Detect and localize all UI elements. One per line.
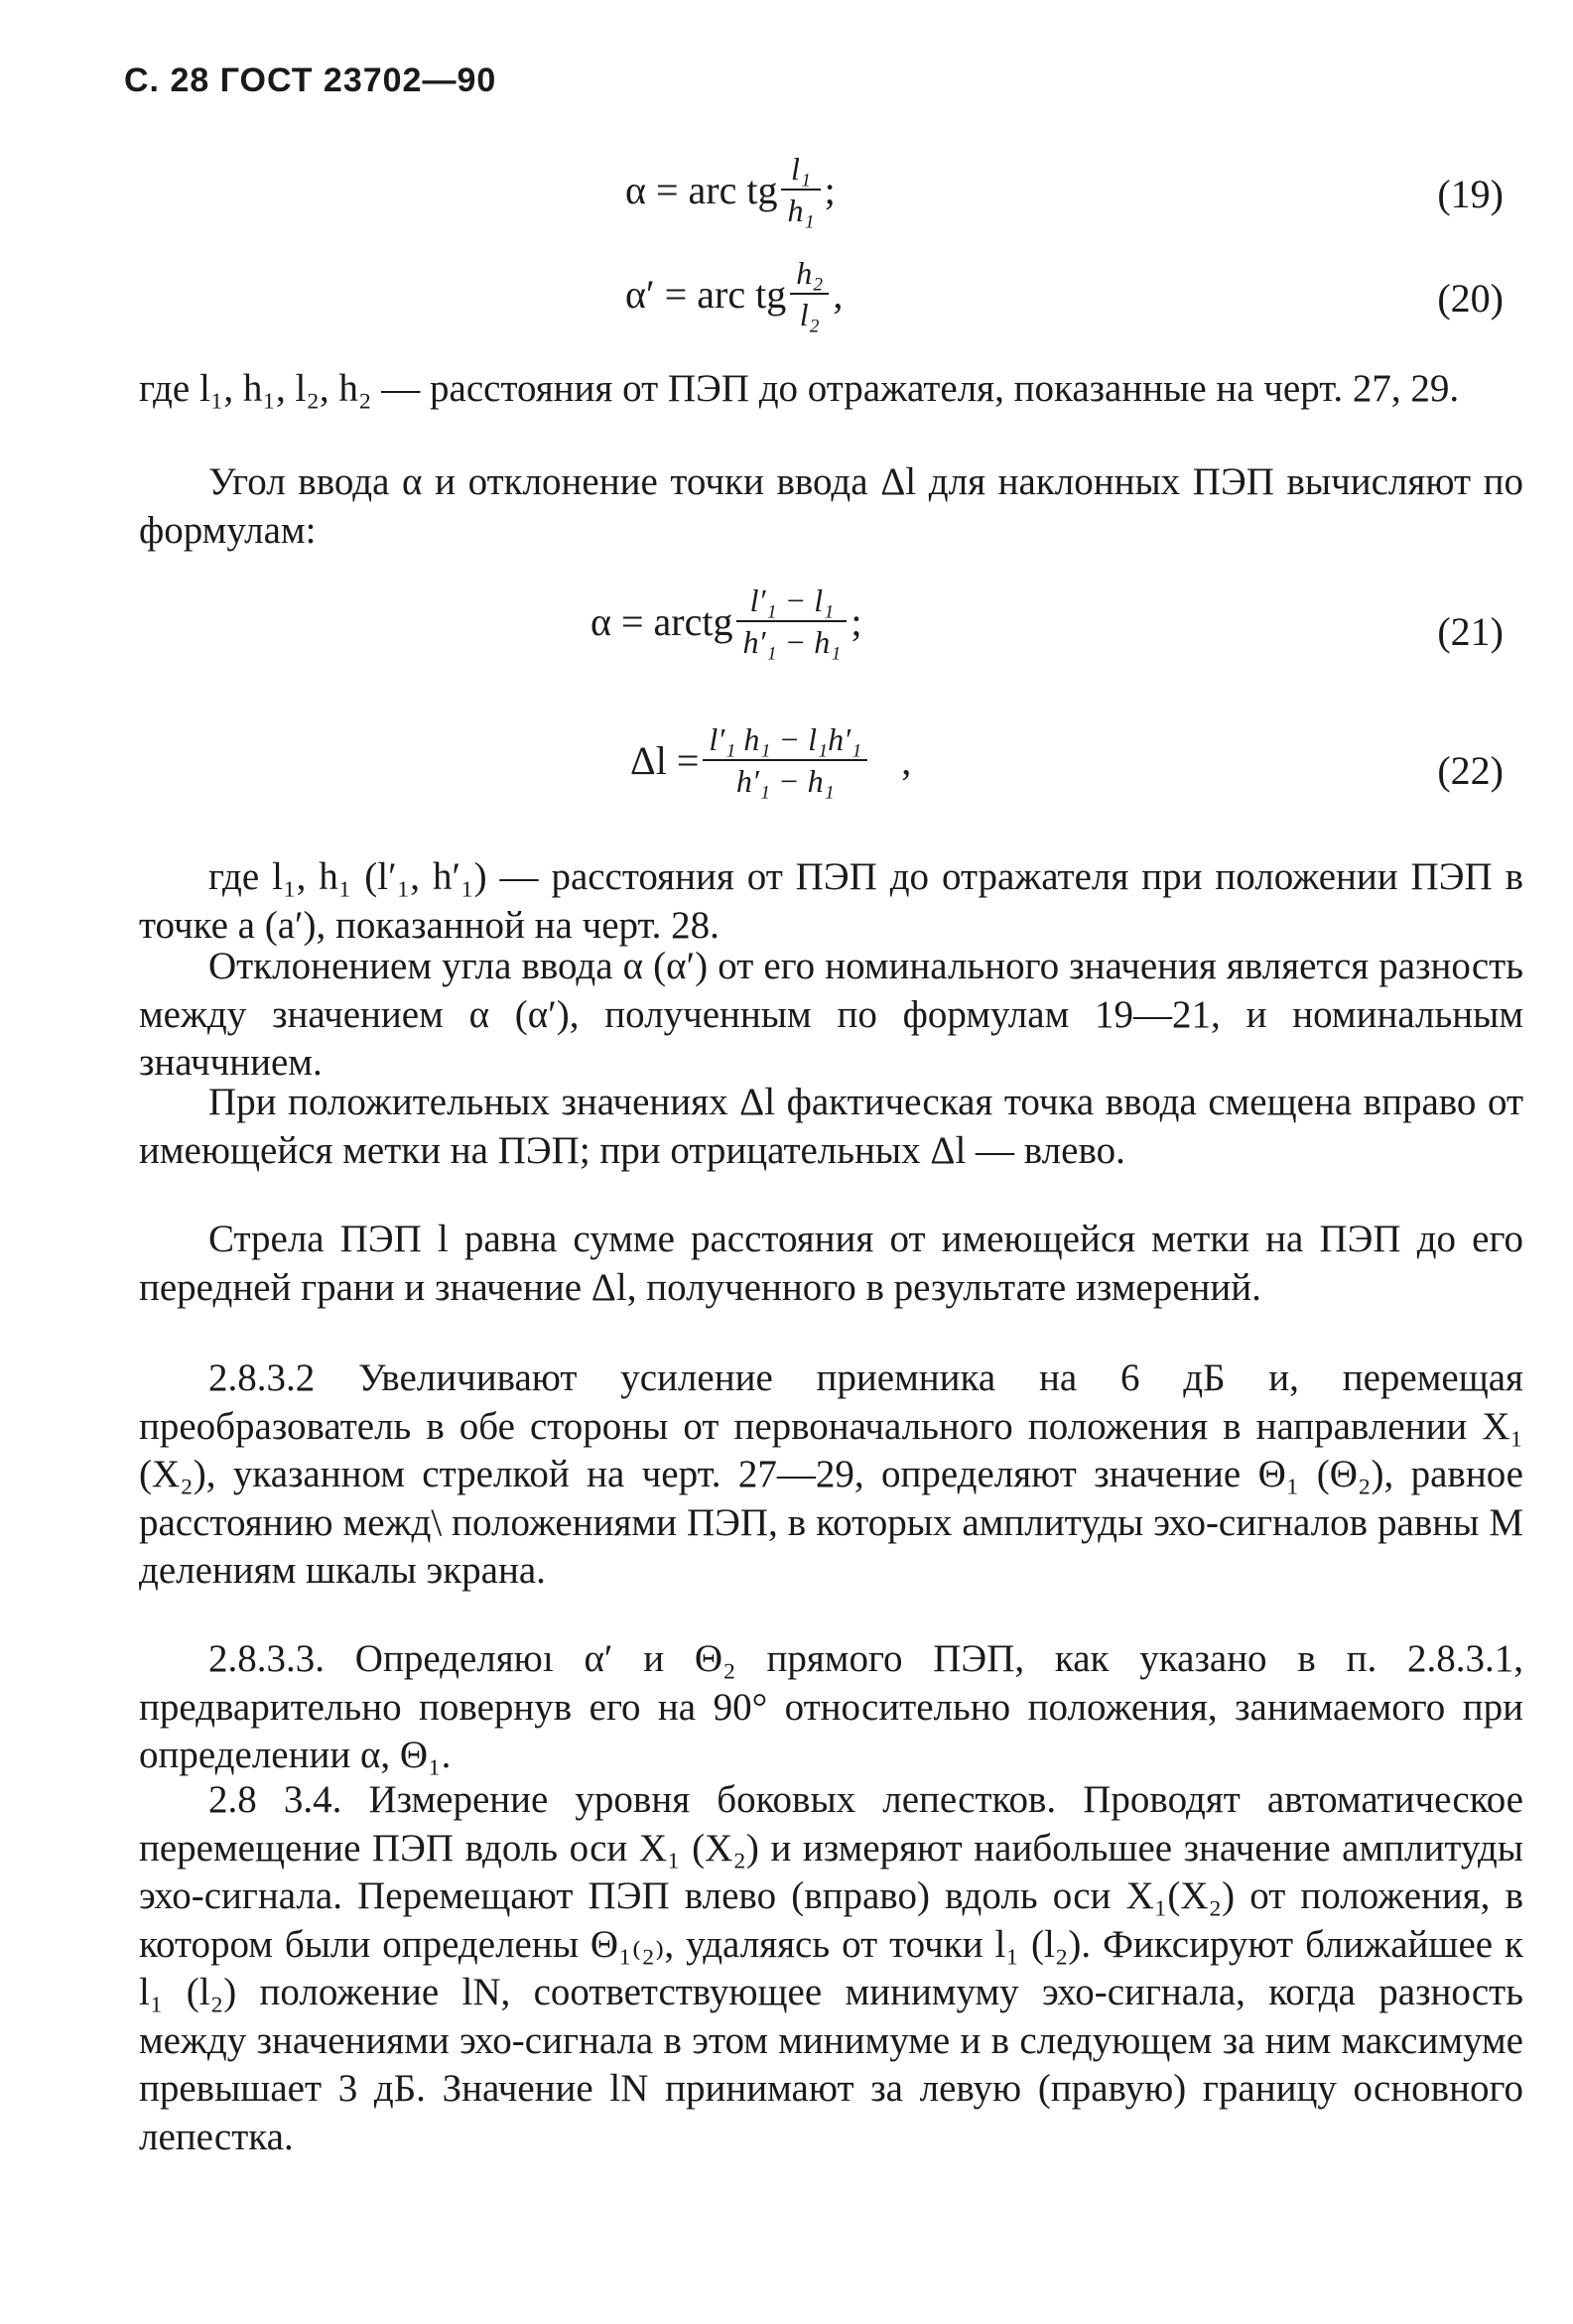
paragraph-2-8-3-4: 2.8 3.4. Измерение уровня боковых лепестков. Проводят автоматическое перемещение ПЭП вдоль оси X₁ (X₂) и измеряют наибольшее значение амплитуды эхо-сигнала. Перемещают ПЭП влево (вправо) вдоль оси X₁(X₂) от положения, в котором были определены Θ₁₍₂₎, удаляясь от точки l₁ (l₂). Фиксируют ближайшее к l₁ (l₂) положение lN, соответствующее минимуму эхо-сигнала, когда разность между значениями эхо-сигнала в этом минимуме и в следующем за ним максимуме превышает 3 дБ. Значение lN принимают за левую (правую) границу основного лепестка. [139, 1778, 1523, 2158]
formula-lhs: Δl = [630, 737, 700, 783]
paragraph-angle-deviation: Отклонением угла ввода α (α′) от его номинального значения является разность между значением α (α′), полученным по формулам 19—21, и номинальным значчнием. [139, 945, 1523, 1084]
formula-lhs: α = arctg [590, 598, 733, 644]
fraction-denominator: h′₁ − h₁ [735, 763, 835, 799]
formula-tail: , [833, 271, 844, 317]
equation-number: (19) [1437, 172, 1504, 216]
paragraph-arrow: Стрела ПЭП l равна сумме расстояния от имеющейся метки на ПЭП до его передней грани и значение Δl, полученного в результате измерений. [139, 1218, 1523, 1309]
paragraph-definitions-1: где l₁, h₁, l₂, h₂ — расстояния от ПЭП до отражателя, показанные на черт. 27, 29. [139, 367, 1460, 410]
equation-number: (20) [1437, 276, 1504, 321]
formula-19 [0, 139, 1573, 258]
formula-lhs: α′ = arc tg [625, 271, 787, 317]
formula-fraction [790, 253, 829, 334]
paragraph-2-8-3-2: 2.8.3.2 Увеличивают усиление приемника на 6 дБ и, перемещая преобразователь в обе стороны от первоначального положения в направлении X₁ (X₂), указанном стрелкой на черт. 27—29, определяют значение Θ₁ (Θ₂), равное расстоянию межд\ положениями ПЭП, в которых амплитуды эхо-сигналов равны M делениям шкалы экрана. [139, 1356, 1523, 1592]
fraction-denominator: h′₁ − h₁ [742, 624, 842, 660]
paragraph-entry-angle: Угол ввода α и отклонение точки ввода Δl для наклонных ПЭП вычисляют по формулам: [139, 460, 1523, 552]
formula-fraction [781, 149, 820, 230]
fraction-denominator: l₂ [799, 297, 820, 332]
fraction-numerator: l₁ [791, 151, 812, 187]
formula-tail: ; [851, 598, 862, 644]
fraction-numerator: l′₁ h₁ − l₁h′₁ [709, 721, 862, 757]
formula-fraction [703, 719, 867, 801]
formula-fraction [736, 581, 847, 662]
fraction-numerator: h₂ [796, 255, 824, 291]
fraction-numerator: l′₁ − l₁ [749, 582, 835, 618]
paragraph-2-8-3-3: 2.8.3.3. Определяюı α′ и Θ₂ прямого ПЭП, как указано в п. 2.8.3.1, предварительно повернув его на 90° относительно положения, занимаемого при определении α, Θ₁. [139, 1637, 1523, 1776]
equation-number: (22) [1437, 748, 1504, 793]
formula-22 [0, 710, 1573, 829]
formula-21 [0, 571, 1573, 690]
paragraph-positive-values: При положительных значениях Δl фактическая точка ввода смещена вправо от имеющейся метки на ПЭП; при отрицательных Δl — влево. [139, 1081, 1523, 1172]
page-header: С. 28 ГОСТ 23702—90 [124, 62, 497, 99]
formula-lhs: α = arc tg [625, 167, 778, 212]
fraction-denominator: h₁ [787, 193, 815, 228]
formula-tail: , [901, 737, 912, 783]
paragraph-definitions-2: где l₁, h₁ (l′₁, h′₁) — расстояния от ПЭП до отражателя при положении ПЭП в точке a (a′), показанной на черт. 28. [139, 855, 1523, 947]
formula-20 [0, 243, 1573, 362]
equation-number: (21) [1437, 609, 1504, 654]
formula-tail: ; [824, 167, 836, 212]
